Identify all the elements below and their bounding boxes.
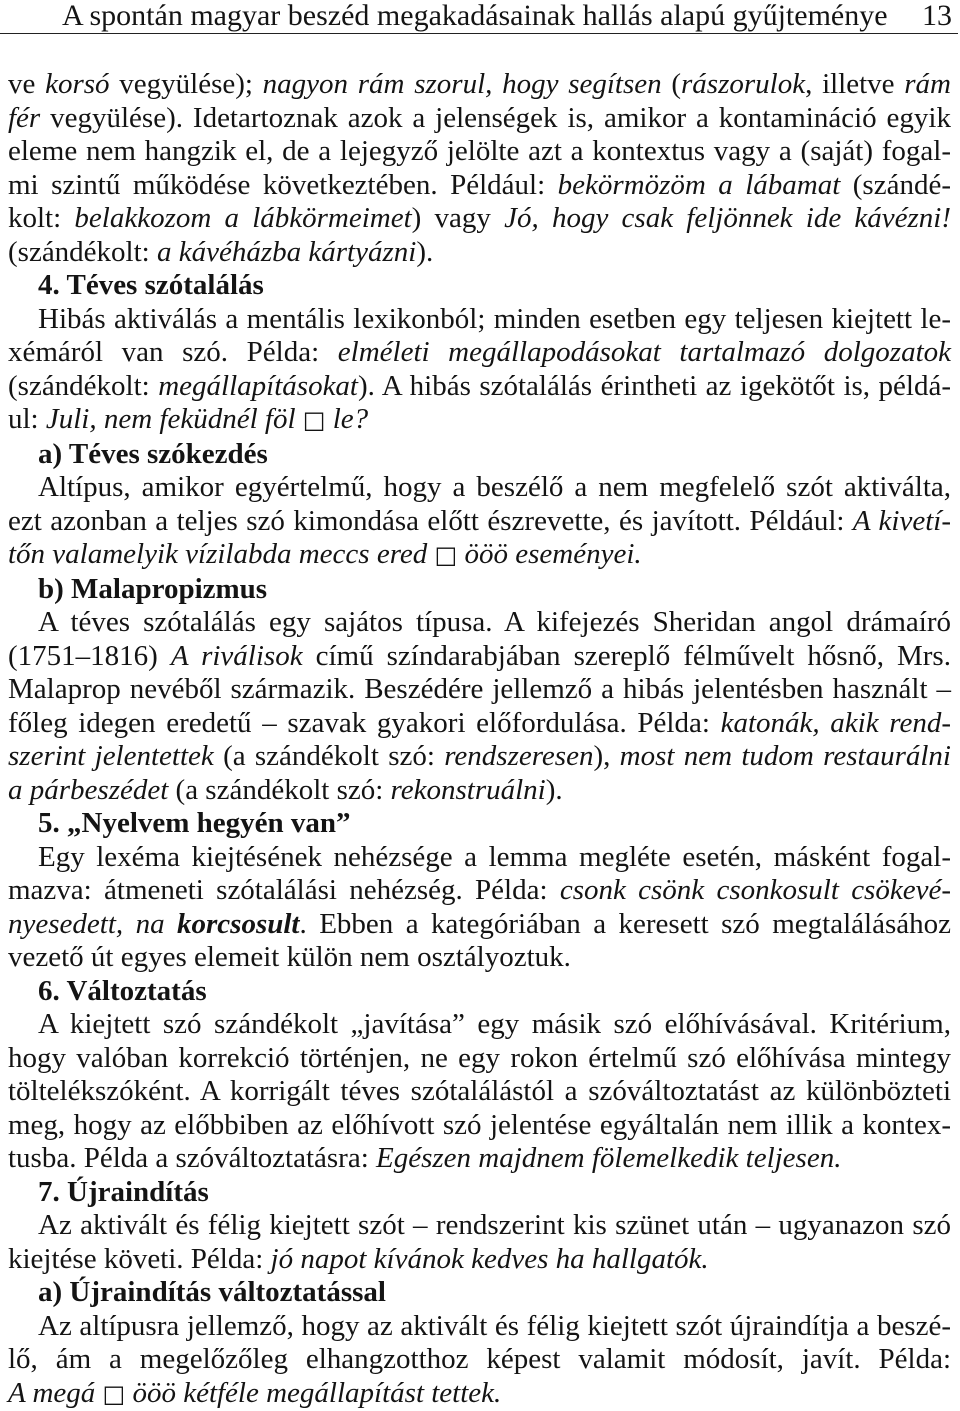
paragraph [8,303,951,438]
text-line [8,1343,951,1377]
text-line [8,1243,951,1277]
text-run: kiejtése követi. Példa: [8,1242,271,1275]
text-run: Hibás aktiválás a mentális lexikonból; minden esetben egy teljesen kiejtett le- [38,302,951,335]
text-line [8,135,951,169]
italic-text: rászorulok [681,68,806,100]
italic-text: szerint jelentettek [8,740,214,772]
text-line [8,640,951,674]
text-run: című színdarabjában szereplő félművelt hősnő, Mrs. [302,639,951,672]
italic-text: Juli, nem feküdnél föl [45,403,303,435]
text-line [8,1276,951,1310]
text-line [8,471,951,505]
text-run: lő, ám a megelőzőleg elhangzotthoz képest valamit módosít, javít. Példa: [8,1343,951,1375]
section-heading [8,1276,951,1310]
text-line [8,1377,951,1411]
text-line [8,774,951,808]
text-run: Egy lexéma kiejtésének nehézsége a lemma megléte esetén, másként fogal- [38,840,951,873]
italic-text: A riválisok [170,639,303,672]
bold-text: 5. „Nyelvem hegyén van” [38,807,351,839]
italic-text: jó napot kívánok kedves ha hallgatók. [270,1242,709,1275]
text-line [8,1109,951,1143]
text-line [8,505,951,539]
bold-text: 6. Változtatás [38,974,207,1007]
text-run: ul: [8,403,46,435]
italic-text: rám [904,68,951,100]
text-run: ezt azonban a teljes szó kimondása előtt észrevette, és javított. Például: [8,504,853,537]
text-line [8,1310,951,1344]
text-run: mi szintű működése következtében. Például: [8,168,558,201]
text-line [8,606,951,640]
article-body [8,68,951,1411]
text-line [8,68,951,102]
italic-text: megállapításokat [158,369,358,402]
text-line [8,975,951,1009]
text-line [8,538,951,573]
paragraph [8,68,951,269]
section-heading [8,975,951,1009]
paragraph [8,471,951,573]
box-symbol-icon: □ [434,541,458,569]
bold-text: 7. Újraindítás [38,1175,209,1208]
text-line [8,202,951,236]
italic-text: A kivetí- [852,504,951,537]
section-heading [8,807,951,841]
box-symbol-icon: □ [102,1379,126,1408]
text-run: xémáról van szó. Példa: [8,336,338,368]
text-run: mazva: átmeneti szótalálási nehézség. Példa: [8,874,560,906]
text-line [8,403,951,438]
italic-text: most nem tudom restaurálni [619,740,951,772]
bold-text: a) Újraindítás változtatással [38,1276,386,1308]
italic-text: a párbeszédet [8,773,169,806]
italic-text: nagyon rám szorul, hogy segítsen [262,68,662,100]
paragraph [8,1008,951,1176]
text-run: kolt: [8,202,75,234]
italic-text: csonk csönk csonkosult csökevé- [559,874,951,906]
text-run: (szándékolt: [8,369,159,402]
text-run: (szándé- [840,168,951,201]
text-line [8,841,951,875]
text-line [8,941,951,975]
text-line [8,438,951,472]
text-line [8,673,951,707]
section-heading [8,438,951,472]
text-run: A kiejtett szó szándékolt „javítása” egy másik szó előhívásával. Kritérium, [38,1008,951,1040]
text-line [8,1176,951,1210]
text-run: eleme nem hangzik el, de a lejegyző jelölte azt a kontextus vagy a (saját) fogal- [8,135,951,167]
text-line [8,740,951,774]
text-line [8,874,951,908]
text-run: ). [416,235,434,268]
italic-text: A megá [8,1376,103,1409]
text-run: (1751–1816) [8,639,171,672]
section-heading [8,573,951,607]
text-line [8,1142,951,1176]
running-header [0,0,960,36]
text-line [8,573,951,607]
text-run: ), [593,740,620,772]
text-run: Altípus, amikor egyértelmű, hogy a beszélő a nem megfelelő szót aktiválta, [38,471,951,503]
text-run: vegyülése). Idetartoznak azok a jelenségek is, amikor a kontamináció egyik [40,101,951,134]
running-title: A spontán magyar beszéd megakadásainak hallás alapú gyűjteménye [62,0,888,32]
italic-text: rekonstruálni [390,773,546,806]
text-run: Az altípusra jellemző, hogy az aktivált és félig kiejtett szót újraindítja a beszé- [38,1309,951,1342]
italic-text: ööö kétféle megállapítást tettek. [125,1376,502,1409]
text-run: (a szándékolt szó: [213,740,445,772]
italic-text: Jó, hogy csak feljönnek ide kávézni! [504,202,952,234]
text-run: vezető út egyes elemeit külön nem osztályoztuk. [8,941,571,973]
text-run: ). [545,773,563,806]
section-heading [8,269,951,303]
italic-text: fér [8,101,41,134]
bold-italic-text: korcsosult [177,907,300,940]
text-run: töltelékszóként. A korrigált téves szótalálástól a szóváltoztatást az különbözteti [8,1075,951,1107]
text-run: hogy valóban korrekció történjen, ne egy rokon értelmű szó előhívása mintegy [8,1041,951,1074]
text-run: ve [8,68,46,100]
text-run: (szándékolt: [8,235,157,268]
italic-text: rendszeresen [444,740,594,772]
text-line [8,1075,951,1109]
italic-text: le? [325,403,369,435]
text-line [8,707,951,741]
text-run: vegyülése); [109,68,263,100]
text-line [8,236,951,270]
italic-text: Egészen majdnem fölemelkedik teljesen. [376,1142,842,1174]
text-run: ( [661,68,682,100]
text-run: Malaprop nevéből származik. Beszédére jellemző a hibás jelentésben használt – [8,673,951,705]
bold-text: a) Téves szókezdés [38,437,268,470]
page-number: 13 [922,0,952,32]
text-run: meg, hogy az előbbiben az előhívott szó jelentése egyáltalán nem illik a kontex- [8,1108,951,1141]
italic-text: a kávéházba kártyázni [156,235,417,268]
text-run: A téves szótalálás egy sajátos típusa. A kifejezés Sheridan angol drámaíró [38,606,951,638]
text-line [8,1209,951,1243]
italic-text: nyesedett, na [8,907,178,940]
text-run: (a szándékolt szó: [168,773,391,806]
paragraph [8,841,951,975]
italic-text: ööö eseményei. [457,538,642,570]
section-heading [8,1176,951,1210]
italic-text: korsó [45,68,110,100]
italic-text: belakkozom a lábkörmeimet [74,202,412,234]
text-run: . Ebben a kategóriában a keresett szó megtalálásához [299,907,951,940]
italic-text: elméleti megállapodásokat tartalmazó dolgozatok [337,336,952,368]
text-line [8,807,951,841]
text-run: Az aktivált és félig kiejtett szót – rendszerint kis szünet után – ugyanazon szó [38,1209,951,1241]
italic-text: katonák, akik rend- [720,706,951,739]
text-line [8,102,951,136]
bold-text: 4. Téves szótalálás [38,269,264,301]
text-run: ). A hibás szótalálás érintheti az igekötőt is, példá- [358,369,952,402]
text-run: főleg idegen eredetű – szavak gyakori előfordulása. Példa: [8,706,721,739]
text-run: ) vagy [411,202,505,234]
text-line [8,169,951,203]
bold-text: b) Malapropizmus [38,572,268,605]
text-line [8,908,951,942]
italic-text: tőn valamelyik vízilabda meccs ered [8,538,435,570]
italic-text: bekörmözöm a lábamat [557,168,841,201]
text-run: tusba. Példa a szóváltoztatásra: [8,1142,377,1174]
text-run: , illetve [805,68,905,100]
text-line [8,303,951,337]
box-symbol-icon: □ [302,406,326,434]
paragraph [8,1310,951,1411]
text-line [8,336,951,370]
paragraph [8,1209,951,1276]
paragraph [8,606,951,807]
header-rule [0,33,958,34]
text-line [8,370,951,404]
text-line [8,269,951,303]
text-line [8,1008,951,1042]
text-line [8,1042,951,1076]
